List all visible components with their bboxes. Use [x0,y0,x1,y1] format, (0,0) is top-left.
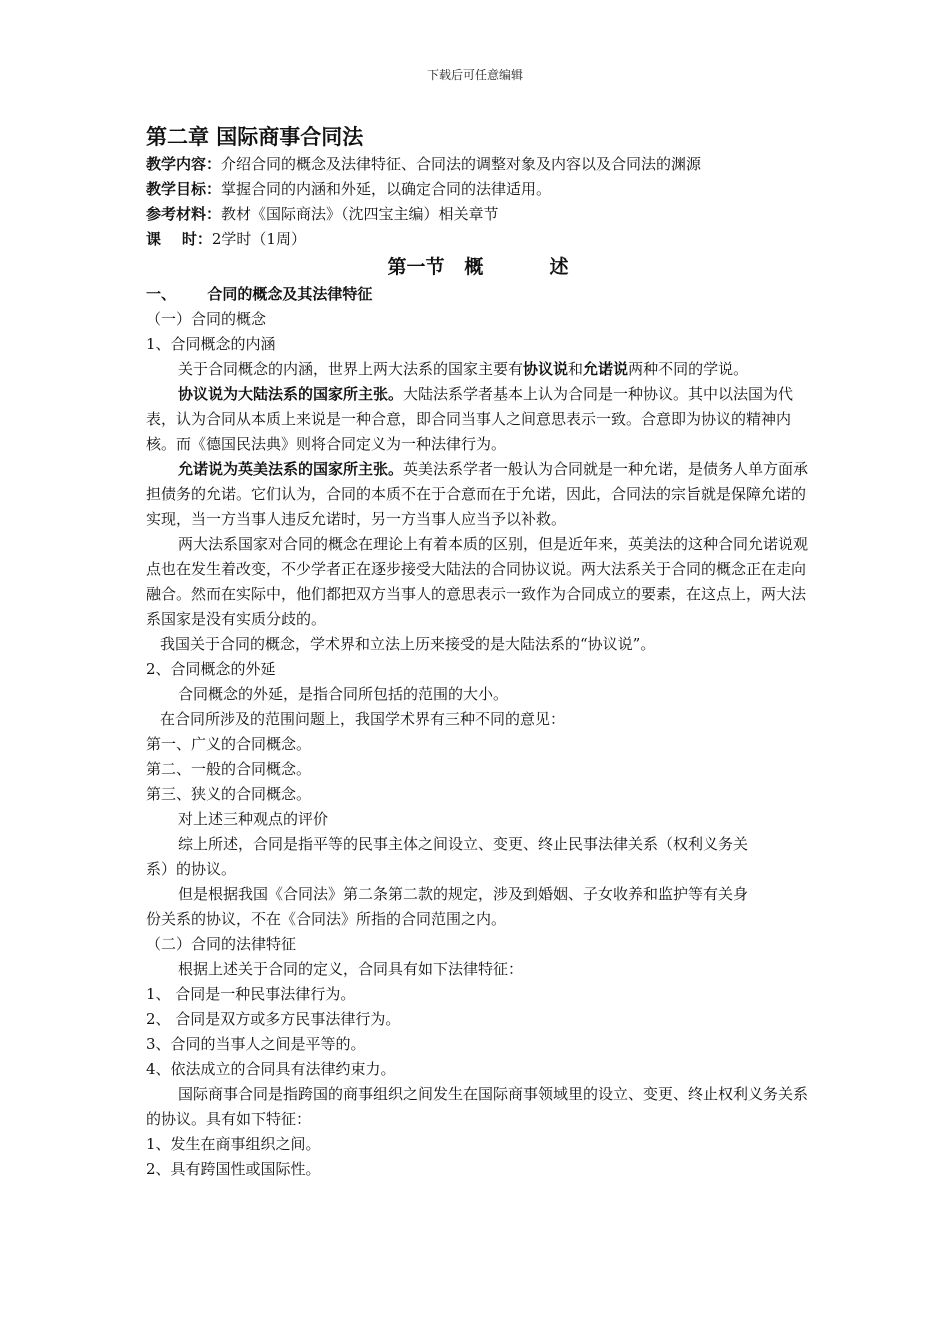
feature-item: 1、 合同是一种民事法律行为。 [146,985,356,1003]
text-run: 大陆法系学者基本上认为合同是一种协议。其中以法国为代表，认为合同从本质上来说是一种合意，即合同当事人之间意思表示一致。合意即为协议的精神内核。而《德国民法典》则将合同定义为一种法律行为。 [146,385,794,453]
meta-hours [146,227,810,252]
intl-feature-item: 1、发生在商事组织之间。 [146,1135,321,1153]
bold-lead: 协议说为大陆法系的国家所主张。 [178,385,404,403]
bold-lead: 允诺说为英美法系的国家所主张。 [178,460,404,478]
paragraph-5: 我国关于合同的概念，学术界和立法上历来接受的是大陆法系的“协议说”。 [160,635,656,653]
view-item: 第三、狭义的合同概念。 [146,785,312,803]
heading-1: 一、 合同的概念及其法律特征 [146,285,373,303]
paragraph-8: 对上述三种观点的评价 [178,810,329,828]
subheading-1: （一）合同的概念 [146,310,267,328]
term-promise: 允诺说 [583,360,629,378]
chapter-title: 第二章 国际商事合同法 [146,125,364,149]
meta-value: 2学时（1周） [211,230,306,248]
paragraph-1 [146,357,810,382]
meta-value: 掌握合同的内涵和外延，以确定合同的法律适用。 [221,180,552,198]
meta-label: 教学内容： [146,155,222,173]
paragraph-4: 两大法系国家对合同的概念在理论上有着本质的区别，但是近年来，英美法的这种合同允诺说观点也在发生着改变，不少学者正在逐步接受大陆法的合同协议说。两大法系关于合同的概念正在走向融合。然而在实际中，他们都把双方当事人的意思表示一致作为合同成立的要素，在这点上，两大法系国家是没有实质分歧的。 [146,535,809,628]
meta-label: 参考材料： [146,205,222,223]
term-agreement: 协议说 [523,360,569,378]
view-item: 第二、一般的合同概念。 [146,760,312,778]
subheading-2: （二）合同的法律特征 [146,935,297,953]
text-run: 和 [568,360,584,378]
page-header: 下载后可任意编辑 [426,68,523,82]
paragraph-6: 合同概念的外延，是指合同所包括的范围的大小。 [178,685,509,703]
meta-teaching-content [146,152,810,177]
meta-teaching-goal [146,177,810,202]
paragraph-12: 国际商事合同是指跨国的商事组织之间发生在国际商事领域里的设立、变更、终止权利义务关系的协议。具有如下特征： [146,1085,809,1128]
paragraph-9-line-1: 综上所述，合同是指平等的民事主体之间设立、变更、终止民事法律关系（权利义务关 [178,835,749,853]
paragraph-11: 根据上述关于合同的定义，合同具有如下法律特征： [178,960,524,978]
paragraph-10-line-2: 份关系的协议，不在《合同法》所指的合同范围之内。 [146,910,507,928]
paragraph-3 [146,457,810,532]
meta-label: 课 时： [146,230,212,248]
section-title: 第一节 概 述 [387,256,569,278]
meta-value: 介绍合同的概念及法律特征、合同法的调整对象及内容以及合同法的渊源 [221,155,702,173]
meta-reference [146,202,810,227]
meta-label: 教学目标： [146,180,222,198]
feature-item: 4、依法成立的合同具有法律约束力。 [146,1060,396,1078]
text-run: 英美法系学者一般认为合同就是一种允诺，是债务人单方面承担债务的允诺。它们认为，合同的本质不在于合意而在于允诺，因此，合同法的宗旨就是保障允诺的实现，当一方当事人违反允诺时，另一方当事人应当予以补救。 [146,460,809,528]
intl-feature-item: 2、具有跨国性或国际性。 [146,1160,321,1178]
view-item: 第一、广义的合同概念。 [146,735,312,753]
paragraph-2 [146,382,810,457]
item-2: 2、合同概念的外延 [146,660,276,678]
feature-item: 2、 合同是双方或多方民事法律行为。 [146,1010,401,1028]
text-run: 关于合同概念的内涵，世界上两大法系的国家主要有 [178,360,524,378]
feature-item: 3、合同的当事人之间是平等的。 [146,1035,366,1053]
item-1: 1、合同概念的内涵 [146,335,276,353]
paragraph-7: 在合同所涉及的范围问题上，我国学术界有三种不同的意见： [160,710,566,728]
paragraph-9-line-2: 系）的协议。 [146,860,237,878]
text-run: 两种不同的学说。 [628,360,749,378]
meta-value: 教材《国际商法》（沈四宝主编）相关章节 [221,205,499,223]
document-body [146,122,810,1182]
paragraph-10-line-1: 但是根据我国《合同法》第二条第二款的规定，涉及到婚姻、子女收养和监护等有关身 [178,885,749,903]
